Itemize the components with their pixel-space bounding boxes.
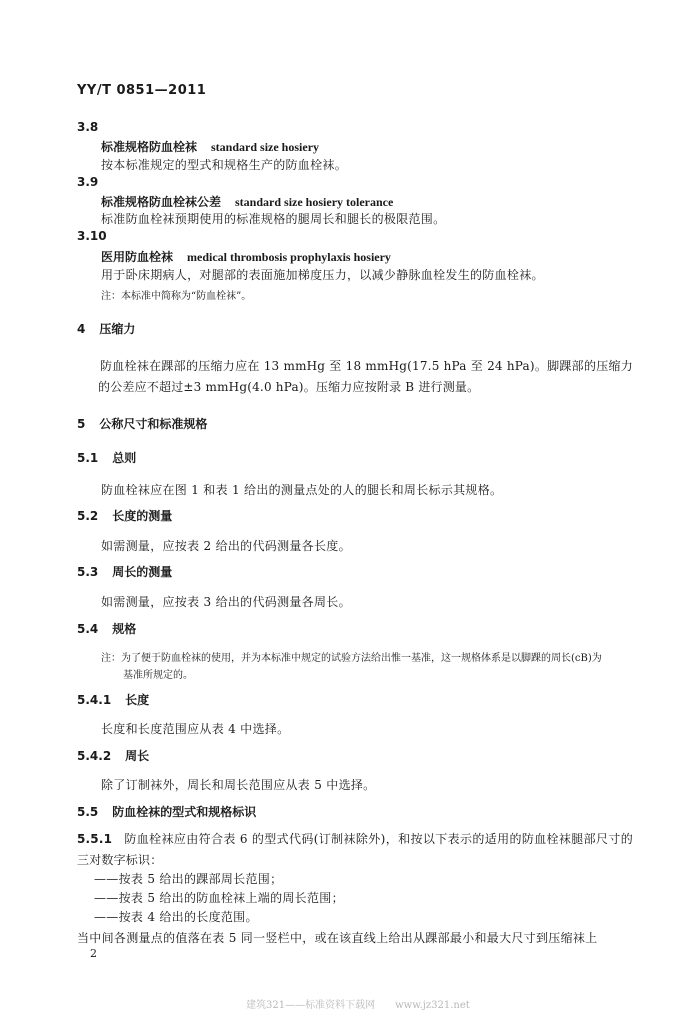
section-title: 公称尺寸和标准规格 [99, 417, 208, 431]
subsection-number: 5.5.1 [77, 832, 113, 846]
subsection-title: 规格 [112, 622, 137, 636]
subsection-paragraph: 防血栓袜应在图 1 和表 1 给出的测量点处的人的腿长和周长标示其规格。 [101, 483, 503, 497]
term-title [101, 248, 391, 265]
page-number: 2 [90, 947, 97, 960]
term-definition: 按本标准规定的型式和规格生产的防血栓袜。 [101, 158, 348, 172]
term-note: 注：本标准中简称为“防血栓袜”。 [101, 291, 252, 302]
section-number: 4 [77, 322, 86, 336]
subsection-title: 总则 [112, 451, 137, 465]
section-heading [77, 320, 135, 337]
term-number: 3.9 [77, 175, 99, 189]
section-paragraph: 防血栓袜在踝部的压缩力应在 13 mmHg 至 18 mmHg(17.5 hPa 至 24 hPa)。脚踝部的压缩力的公差应不超过±3 mmHg(4.0 hPa)。压缩力应按附录 B 进行测量。 [98, 359, 633, 394]
subsection-heading [77, 620, 136, 637]
term-definition: 标准防血栓袜预期使用的标准规格的腿周长和腿长的极限范围。 [101, 212, 446, 226]
subsection-title: 周长 [125, 749, 150, 763]
subsection-paragraph: 如需测量，应按表 3 给出的代码测量各周长。 [101, 595, 351, 609]
subsection-number: 5.1 [77, 451, 99, 465]
term-en: medical thrombosis prophylaxis hosiery [187, 250, 391, 264]
note-line: 注：为了便于防血栓袜的使用，并为本标准中规定的试验方法给出惟一基准，这一规格体系是以脚踝的周长(cB)为 [101, 653, 602, 664]
section-heading [77, 415, 207, 432]
term-en: standard size hosiery tolerance [235, 195, 394, 209]
list-item: ——按表 5 给出的踝部周长范围； [94, 872, 283, 886]
term-en: standard size hosiery [211, 140, 320, 154]
section-number: 5 [77, 417, 86, 431]
term-zh: 标准规格防血栓袜公差 [101, 195, 222, 209]
term-zh: 医用防血栓袜 [101, 250, 174, 264]
subsection-text: 防血栓袜应由符合表 6 的型式代码(订制袜除外)，和按以下表示的适用的防血栓袜腿部尺寸的三对数字标识： [77, 832, 633, 867]
subsection-number: 5.3 [77, 565, 99, 579]
note-line: 基准所规定的。 [123, 670, 193, 681]
subsection-heading [77, 691, 149, 708]
term-title [101, 138, 319, 155]
subsection-number: 5.5 [77, 805, 99, 819]
term-title [101, 193, 393, 210]
subsection-title: 长度的测量 [112, 509, 173, 523]
list-item: ——按表 4 给出的长度范围。 [94, 910, 258, 924]
section-title: 压缩力 [99, 322, 136, 336]
subsection-paragraph: 长度和长度范围应从表 4 中选择。 [101, 722, 290, 736]
term-number: 3.10 [77, 229, 107, 243]
term-definition: 用于卧床期病人，对腿部的表面施加梯度压力，以减少静脉血栓发生的防血栓袜。 [101, 268, 544, 282]
subsection-title: 周长的测量 [112, 565, 173, 579]
subsection-number: 5.4.1 [77, 693, 112, 707]
list-item: ——按表 5 给出的防血栓袜上端的周长范围； [94, 891, 344, 905]
term-zh: 标准规格防血栓袜 [101, 140, 198, 154]
subsection-heading [77, 563, 172, 580]
subsection-title: 长度 [125, 693, 150, 707]
subsection-paragraph: 如需测量，应按表 2 给出的代码测量各长度。 [101, 539, 351, 553]
subsection-paragraph: 除了订制袜外，周长和周长范围应从表 5 中选择。 [101, 778, 376, 792]
continuation-text: 当中间各测量点的值落在表 5 同一竖栏中，或在该直线上给出从踝部最小和最大尺寸到压缩袜上 [77, 931, 598, 945]
subsection-heading [77, 803, 256, 820]
subsection-number: 5.2 [77, 509, 99, 523]
footer-watermark: 建筑321——标准资料下载网 www.jz321.net [246, 1000, 470, 1011]
subsection-title: 防血栓袜的型式和规格标识 [112, 805, 257, 819]
document-code: YY/T 0851—2011 [77, 83, 207, 98]
subsection-heading [77, 449, 136, 466]
subsection-heading [77, 747, 149, 764]
subsection-paragraph [77, 829, 633, 871]
term-number: 3.8 [77, 120, 99, 134]
subsection-heading [77, 507, 172, 524]
subsection-number: 5.4 [77, 622, 99, 636]
subsection-number: 5.4.2 [77, 749, 112, 763]
